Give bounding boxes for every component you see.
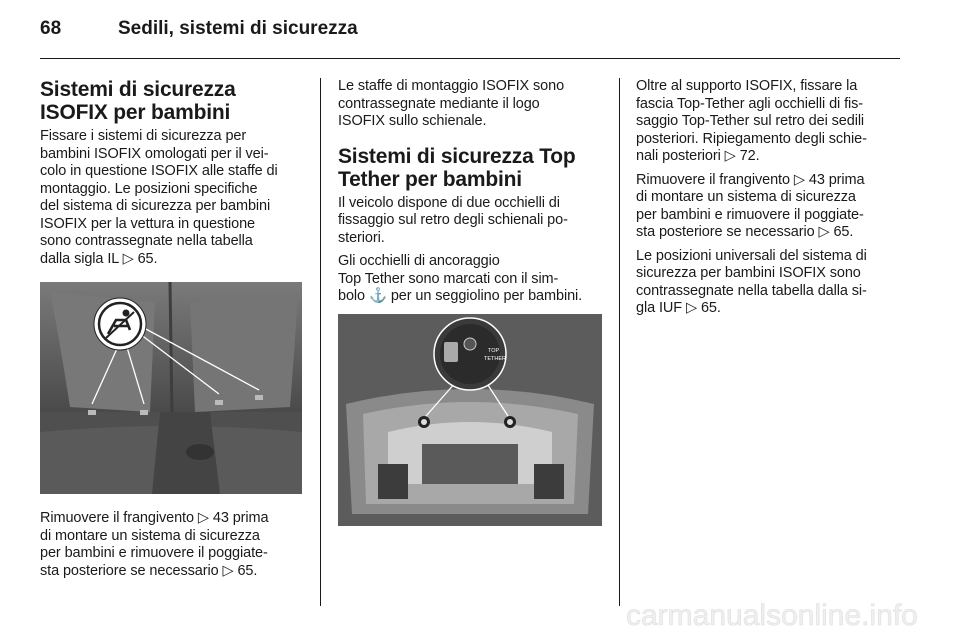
tether-label-top: TOP <box>488 347 500 354</box>
remove-windbreaker-paragraph-2: Rimuovere il frangivento ▷ 43 prima di montare un sistema di sicurezza per bambini e rimuovere il poggiate- sta posteriore se necessario ▷ 65. <box>636 171 865 240</box>
section-heading-top-tether: Sistemi di sicurezza Top Tether per bambini <box>338 144 576 191</box>
isofix-seat-figure <box>40 282 302 494</box>
watermark <box>626 595 946 640</box>
remove-windbreaker-paragraph: Rimuovere il frangivento ▷ 43 prima di montare un sistema di sicurezza per bambini e rimuovere il poggiate- sta posteriore se necessario ▷ 65. <box>40 510 269 579</box>
header-divider <box>40 58 900 59</box>
column-divider-2 <box>619 78 620 606</box>
column-3 <box>636 78 902 318</box>
isofix-logo-paragraph: Le staffe di montaggio ISOFIX sono contrassegnate mediante il logo ISOFIX sullo schienale. <box>338 78 565 129</box>
page-header <box>40 18 900 48</box>
tether-label-tether: TETHER <box>484 355 506 362</box>
isofix-paragraph: Fissare i sistemi di sicurezza per bambini ISOFIX omologati per il vei- colo in questione ISOFIX alle staffe di montaggio. Le posizioni specifiche del sistema di sicurezza per bambini ISOFIX per la vettura in questione sono contrassegnate nella tabella dalla sigla IL ▷ 65. <box>40 128 278 267</box>
chapter-title: Sedili, sistemi di sicurezza <box>118 18 358 39</box>
column-2 <box>338 78 606 526</box>
section-heading-isofix: Sistemi di sicurezza ISOFIX per bambini <box>40 78 236 124</box>
column-divider-1 <box>320 78 321 606</box>
page-number: 68 <box>40 18 62 39</box>
svg-text:carmanualsonline.info: carmanualsonline.info <box>626 599 918 632</box>
universal-positions-paragraph: Le posizioni universali del sistema di sicurezza per bambini ISOFIX sono contrassegnate nella tabella dalla si- gla IUF ▷ 65. <box>636 247 867 316</box>
anchor-symbol-paragraph: Gli occhielli di ancoraggio Top Tether sono marcati con il sim- bolo ⚓ per un seggiolino per bambini. <box>338 253 583 304</box>
top-tether-strap-paragraph: Oltre al supporto ISOFIX, fissare la fascia Top-Tether agli occhielli di fis- saggio Top-Tether sul retro dei sedili posteriori. Ripiegamento degli schie- nali posteriori ▷ 72. <box>636 78 867 164</box>
top-tether-trunk-figure <box>338 314 602 526</box>
column-1 <box>40 78 306 580</box>
top-tether-paragraph: Il veicolo dispone di due occhielli di fissaggio sul retro degli schienali po- steriori. <box>338 194 568 246</box>
